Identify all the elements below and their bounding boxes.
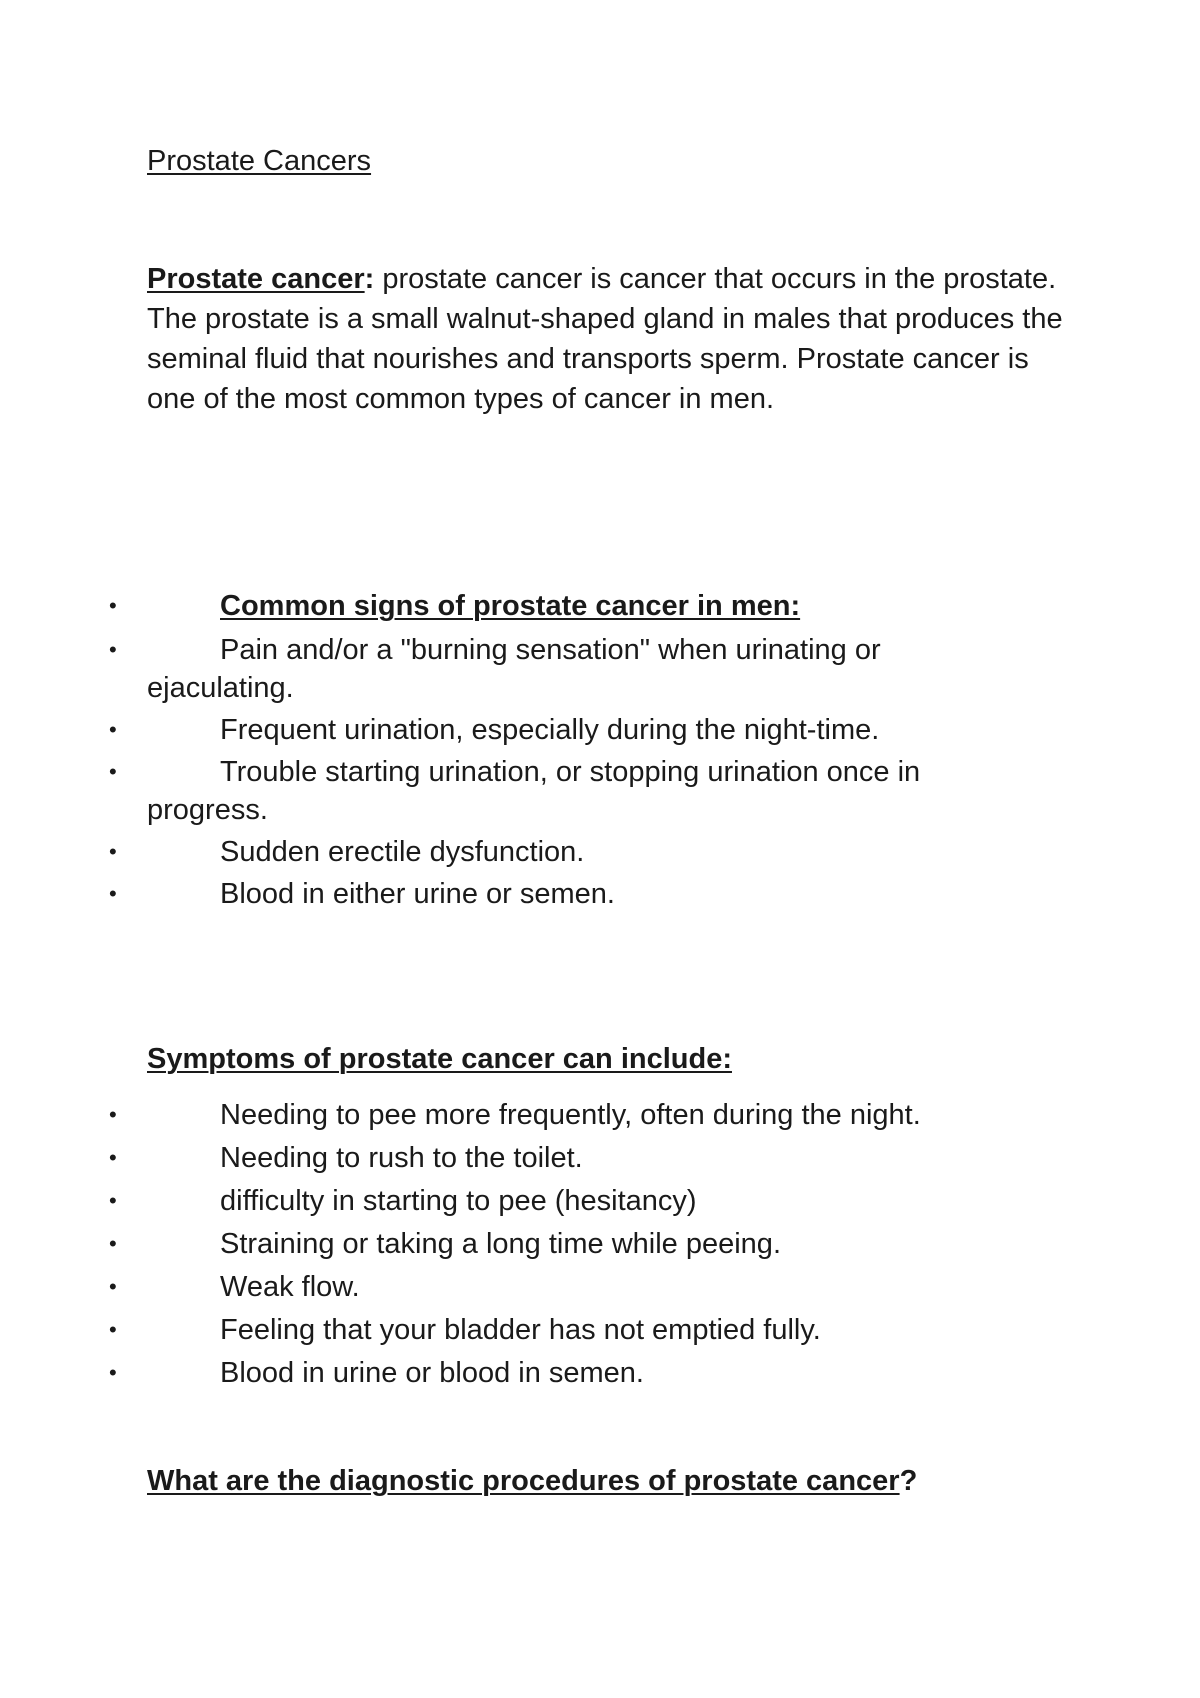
diagnostic-heading <box>147 1465 917 1498</box>
signs-heading: Common signs of prostate cancer in men: <box>220 590 801 622</box>
symptoms-list <box>0 1096 1200 1392</box>
bullet-icon: • <box>109 593 117 618</box>
intro-term: Prostate cancer <box>147 263 365 295</box>
bullet-icon: • <box>109 881 117 906</box>
bullet-icon: • <box>109 1274 117 1299</box>
list-item: • Frequent urination, especially during the night-time. <box>0 711 1017 749</box>
list-item: • Weak flow. <box>0 1268 1017 1306</box>
signs-heading-item <box>0 587 1017 631</box>
list-item: • Feeling that your bladder has not emptied fully. <box>0 1311 1017 1349</box>
list-item: • Blood in either urine or semen. <box>0 875 1017 913</box>
diagnostic-heading-text: What are the diagnostic procedures of prostate cancer <box>147 1465 900 1497</box>
intro-body: prostate cancer is cancer that occurs in the prostate. The prostate is a small walnut-shaped gland in males that produces the seminal fluid that nourishes and transports sperm. Prostate cancer is one of the most common types of cancer in men. <box>147 263 1063 415</box>
list-item: • Needing to pee more frequently, often during the night. <box>0 1096 1017 1134</box>
signs-list <box>0 587 1200 913</box>
intro-colon: : <box>364 263 375 295</box>
bullet-icon: • <box>109 637 117 662</box>
diagnostic-question-mark: ? <box>899 1465 918 1497</box>
bullet-icon: • <box>109 1188 117 1213</box>
bullet-icon: • <box>109 1231 117 1256</box>
list-item: • Pain and/or a "burning sensation" when urinating or ejaculating. <box>0 631 1017 707</box>
bullet-icon: • <box>109 1102 117 1127</box>
bullet-icon: • <box>109 717 117 742</box>
bullet-icon: • <box>109 1145 117 1170</box>
intro-paragraph <box>147 259 1067 419</box>
bullet-icon: • <box>109 1317 117 1342</box>
list-item: • Trouble starting urination, or stopping urination once in progress. <box>0 753 1017 829</box>
list-item: • Straining or taking a long time while peeing. <box>0 1225 1017 1263</box>
bullet-icon: • <box>109 1360 117 1385</box>
document-title: Prostate Cancers <box>147 145 372 177</box>
list-item: • difficulty in starting to pee (hesitancy) <box>0 1182 1017 1220</box>
list-item: • Sudden erectile dysfunction. <box>0 833 1017 871</box>
list-item: • Needing to rush to the toilet. <box>0 1139 1017 1177</box>
bullet-icon: • <box>109 839 117 864</box>
bullet-icon: • <box>109 759 117 784</box>
list-item: • Blood in urine or blood in semen. <box>0 1354 1017 1392</box>
symptoms-heading: Symptoms of prostate cancer can include: <box>147 1043 732 1075</box>
